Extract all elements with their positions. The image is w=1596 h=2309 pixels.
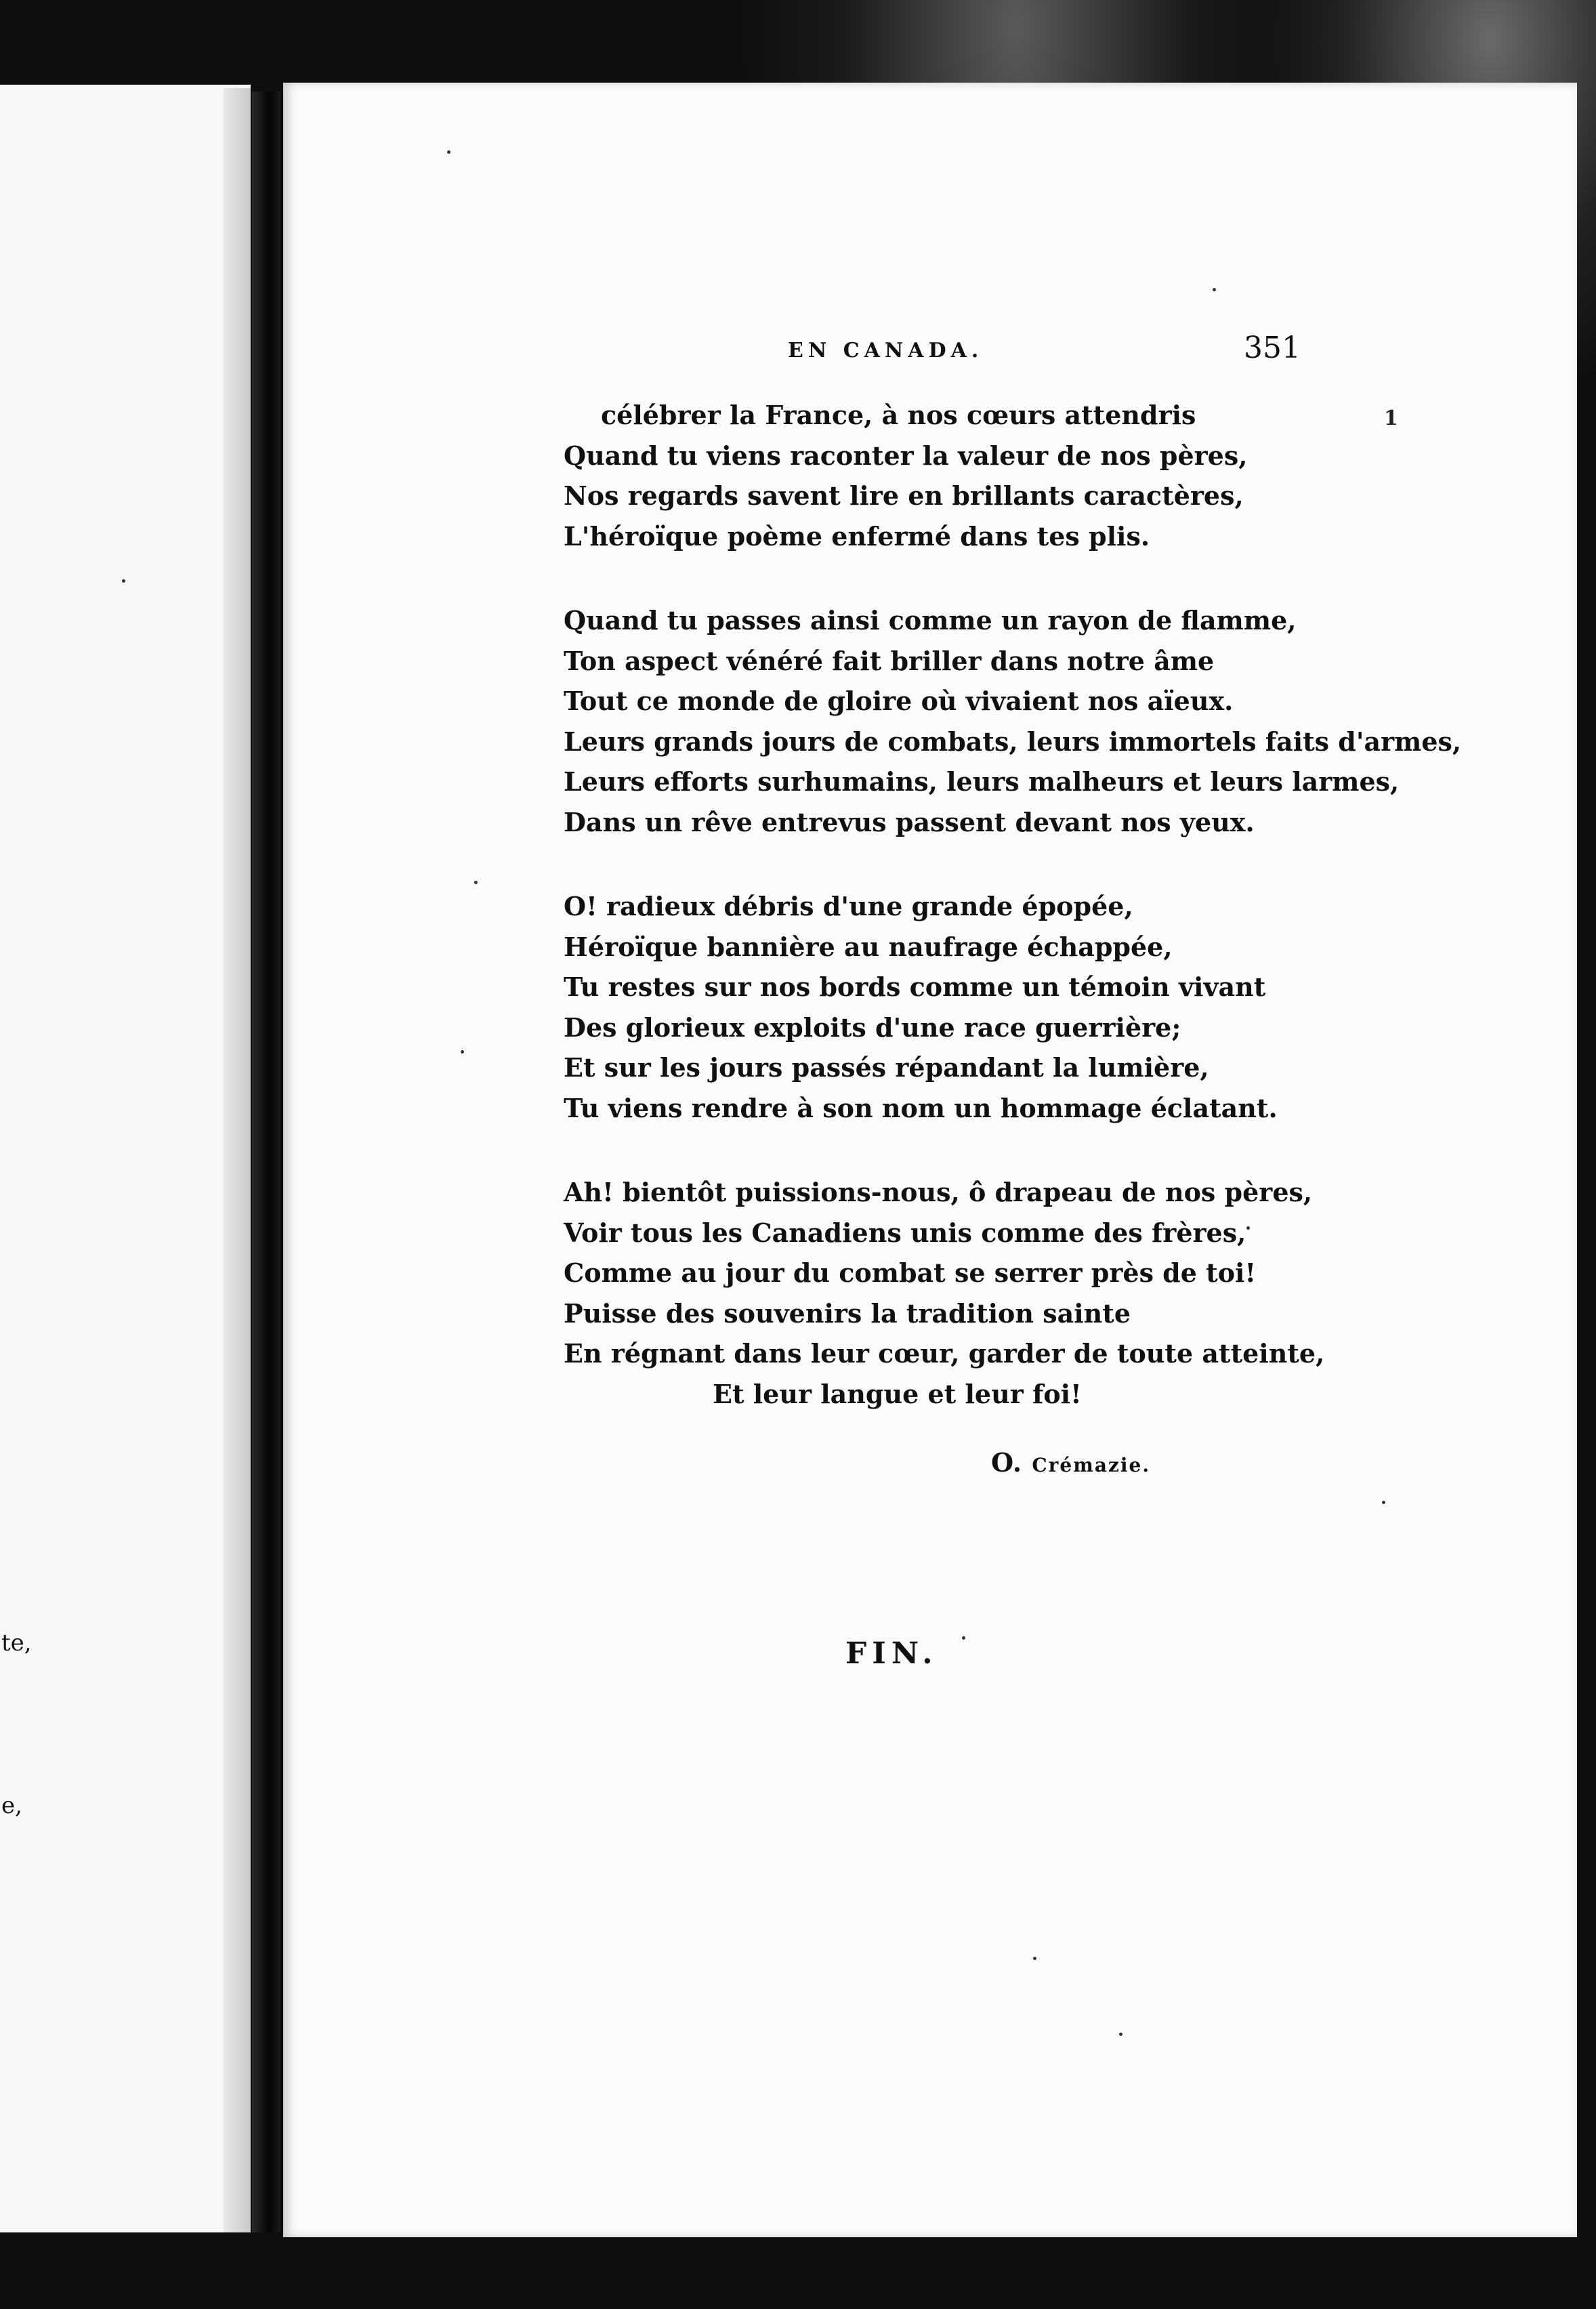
poem-line: Quand tu passes ainsi comme un rayon de flamme, xyxy=(564,605,1297,636)
page-number: 351 xyxy=(1244,331,1301,365)
poem-line: L'héroïque poème enfermé dans tes plis. xyxy=(564,520,1150,552)
scan-speck xyxy=(447,150,450,154)
stanza-1 xyxy=(564,395,1377,556)
end-mark: FIN. xyxy=(845,1636,938,1671)
poem-line: Tout ce monde de gloire où vivaient nos aïeux. xyxy=(564,686,1234,716)
margin-mark: 1 xyxy=(1384,407,1398,430)
signature-initial: O. xyxy=(991,1447,1023,1478)
poem-line: célébrer la France, à nos cœurs attendris xyxy=(601,400,1196,430)
poem-line: Leurs efforts surhumains, leurs malheurs et leurs larmes, xyxy=(564,766,1400,797)
scan-speck xyxy=(1119,2033,1122,2036)
poem-line: Voir tous les Canadiens unis comme des frères, xyxy=(564,1217,1246,1248)
poem-line: Quand tu viens raconter la valeur de nos pères, xyxy=(564,440,1248,471)
scan-speck xyxy=(1033,1957,1036,1960)
author-signature xyxy=(991,1447,1150,1478)
stanza-4 xyxy=(564,1172,1377,1414)
left-page-gutter xyxy=(224,88,251,2232)
poem-line: Des glorieux exploits d'une race guerrière; xyxy=(564,1012,1181,1043)
scan-speck xyxy=(474,881,478,884)
scan-speck xyxy=(1246,1226,1250,1230)
poem xyxy=(564,395,1462,1458)
book-binding xyxy=(252,91,280,2232)
poem-line: Et leur langue et leur foi! xyxy=(713,1378,1082,1409)
poem-line: Et sur les jours passés répandant la lumière, xyxy=(564,1052,1209,1083)
scan-speck xyxy=(1213,288,1216,291)
signature-name: Crémazie. xyxy=(1032,1454,1151,1476)
poem-line: O! radieux débris d'une grande épopée, xyxy=(564,891,1133,921)
left-page-fragment: te, xyxy=(1,1629,32,1657)
poem-line: En régnant dans leur cœur, garder de toute atteinte, xyxy=(564,1338,1325,1369)
poem-line: Tu restes sur nos bords comme un témoin vivant xyxy=(564,972,1266,1002)
poem-line: Ah! bientôt puissions-nous, ô drapeau de nos pères, xyxy=(564,1177,1313,1207)
scan-speck xyxy=(461,1050,464,1054)
left-page xyxy=(0,85,251,2232)
running-head: EN CANADA. xyxy=(788,339,984,362)
poem-line: Leurs grands jours de combats, leurs immortels faits d'armes, xyxy=(564,726,1462,757)
poem-line: Ton aspect vénéré fait briller dans notre âme xyxy=(564,645,1215,676)
poem-line: Héroïque bannière au naufrage échappée, xyxy=(564,931,1173,962)
poem-line: Nos regards savent lire en brillants caractères, xyxy=(564,480,1244,511)
scan-speck xyxy=(122,579,125,583)
poem-line: Tu viens rendre à son nom un hommage éclatant. xyxy=(564,1092,1278,1123)
stanza-3 xyxy=(564,886,1377,1128)
poem-line: Puisse des souvenirs la tradition sainte xyxy=(564,1297,1131,1329)
poem-line: Dans un rêve entrevus passent devant nos yeux. xyxy=(564,806,1255,837)
scan-speck xyxy=(962,1636,965,1640)
scan-speck xyxy=(1382,1501,1385,1504)
left-page-fragment: e, xyxy=(1,1792,22,1819)
poem-line: Comme au jour du combat se serrer près de toi! xyxy=(564,1257,1257,1288)
stanza-2 xyxy=(564,600,1462,842)
